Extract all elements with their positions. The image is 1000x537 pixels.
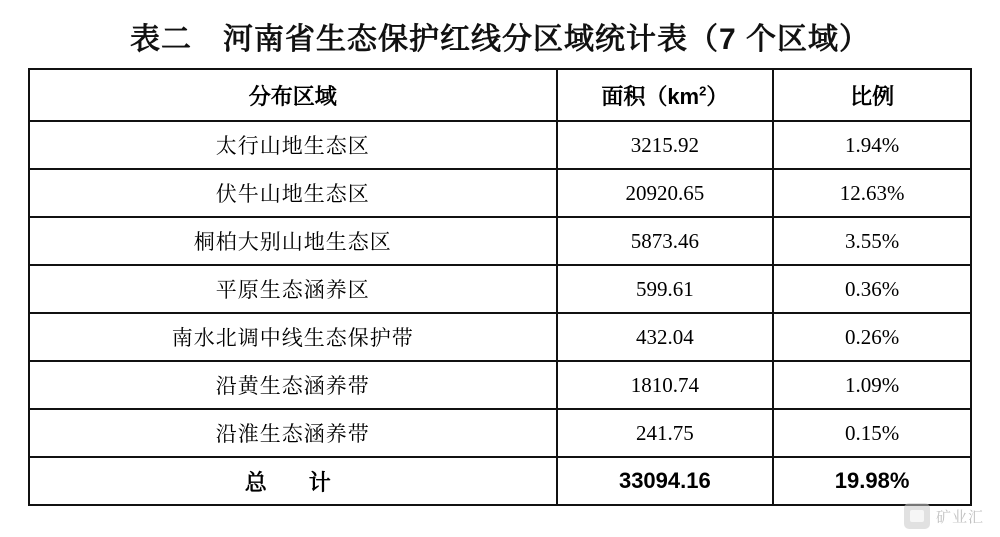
column-header-region: 分布区域 xyxy=(29,69,557,121)
table-row xyxy=(29,313,971,361)
table-header-row xyxy=(29,69,971,121)
column-header-area-exponent: 2 xyxy=(699,83,707,99)
table-row xyxy=(29,217,971,265)
table-row xyxy=(29,361,971,409)
cell-region: 桐柏大别山地生态区 xyxy=(29,217,557,265)
table-row xyxy=(29,265,971,313)
cell-total-area: 33094.16 xyxy=(557,457,774,505)
cell-area: 241.75 xyxy=(557,409,774,457)
cell-region: 太行山地生态区 xyxy=(29,121,557,169)
cell-area: 599.61 xyxy=(557,265,774,313)
column-header-area xyxy=(557,69,774,121)
cell-area: 432.04 xyxy=(557,313,774,361)
table-body xyxy=(29,121,971,505)
cell-ratio: 1.94% xyxy=(773,121,971,169)
cell-area: 1810.74 xyxy=(557,361,774,409)
cell-total-ratio: 19.98% xyxy=(773,457,971,505)
table-row xyxy=(29,409,971,457)
cell-ratio: 3.55% xyxy=(773,217,971,265)
table-header xyxy=(29,69,971,121)
cell-ratio: 1.09% xyxy=(773,361,971,409)
table-row-total xyxy=(29,457,971,505)
page-title xyxy=(0,0,1000,68)
cell-area: 3215.92 xyxy=(557,121,774,169)
column-header-area-suffix: ） xyxy=(706,83,729,109)
cell-region: 伏牛山地生态区 xyxy=(29,169,557,217)
table-row xyxy=(29,121,971,169)
cell-ratio: 0.26% xyxy=(773,313,971,361)
cell-area: 5873.46 xyxy=(557,217,774,265)
cell-region: 平原生态涵养区 xyxy=(29,265,557,313)
statistics-table xyxy=(28,68,972,506)
column-header-ratio: 比例 xyxy=(773,69,971,121)
cell-total-label: 总 计 xyxy=(29,457,557,505)
table-row xyxy=(29,169,971,217)
column-header-area-prefix: 面积（km xyxy=(601,83,700,109)
cell-region: 南水北调中线生态保护带 xyxy=(29,313,557,361)
cell-ratio: 0.36% xyxy=(773,265,971,313)
cell-ratio: 12.63% xyxy=(773,169,971,217)
cell-ratio: 0.15% xyxy=(773,409,971,457)
watermark-text: 矿业汇 xyxy=(935,508,984,526)
watermark xyxy=(904,503,984,529)
page-title-text: 表二 河南省生态保护红线分区域统计表（7 个区域） xyxy=(129,23,871,56)
watermark-logo-icon xyxy=(904,503,930,529)
cell-region: 沿黄生态涵养带 xyxy=(29,361,557,409)
cell-region: 沿淮生态涵养带 xyxy=(29,409,557,457)
cell-area: 20920.65 xyxy=(557,169,774,217)
